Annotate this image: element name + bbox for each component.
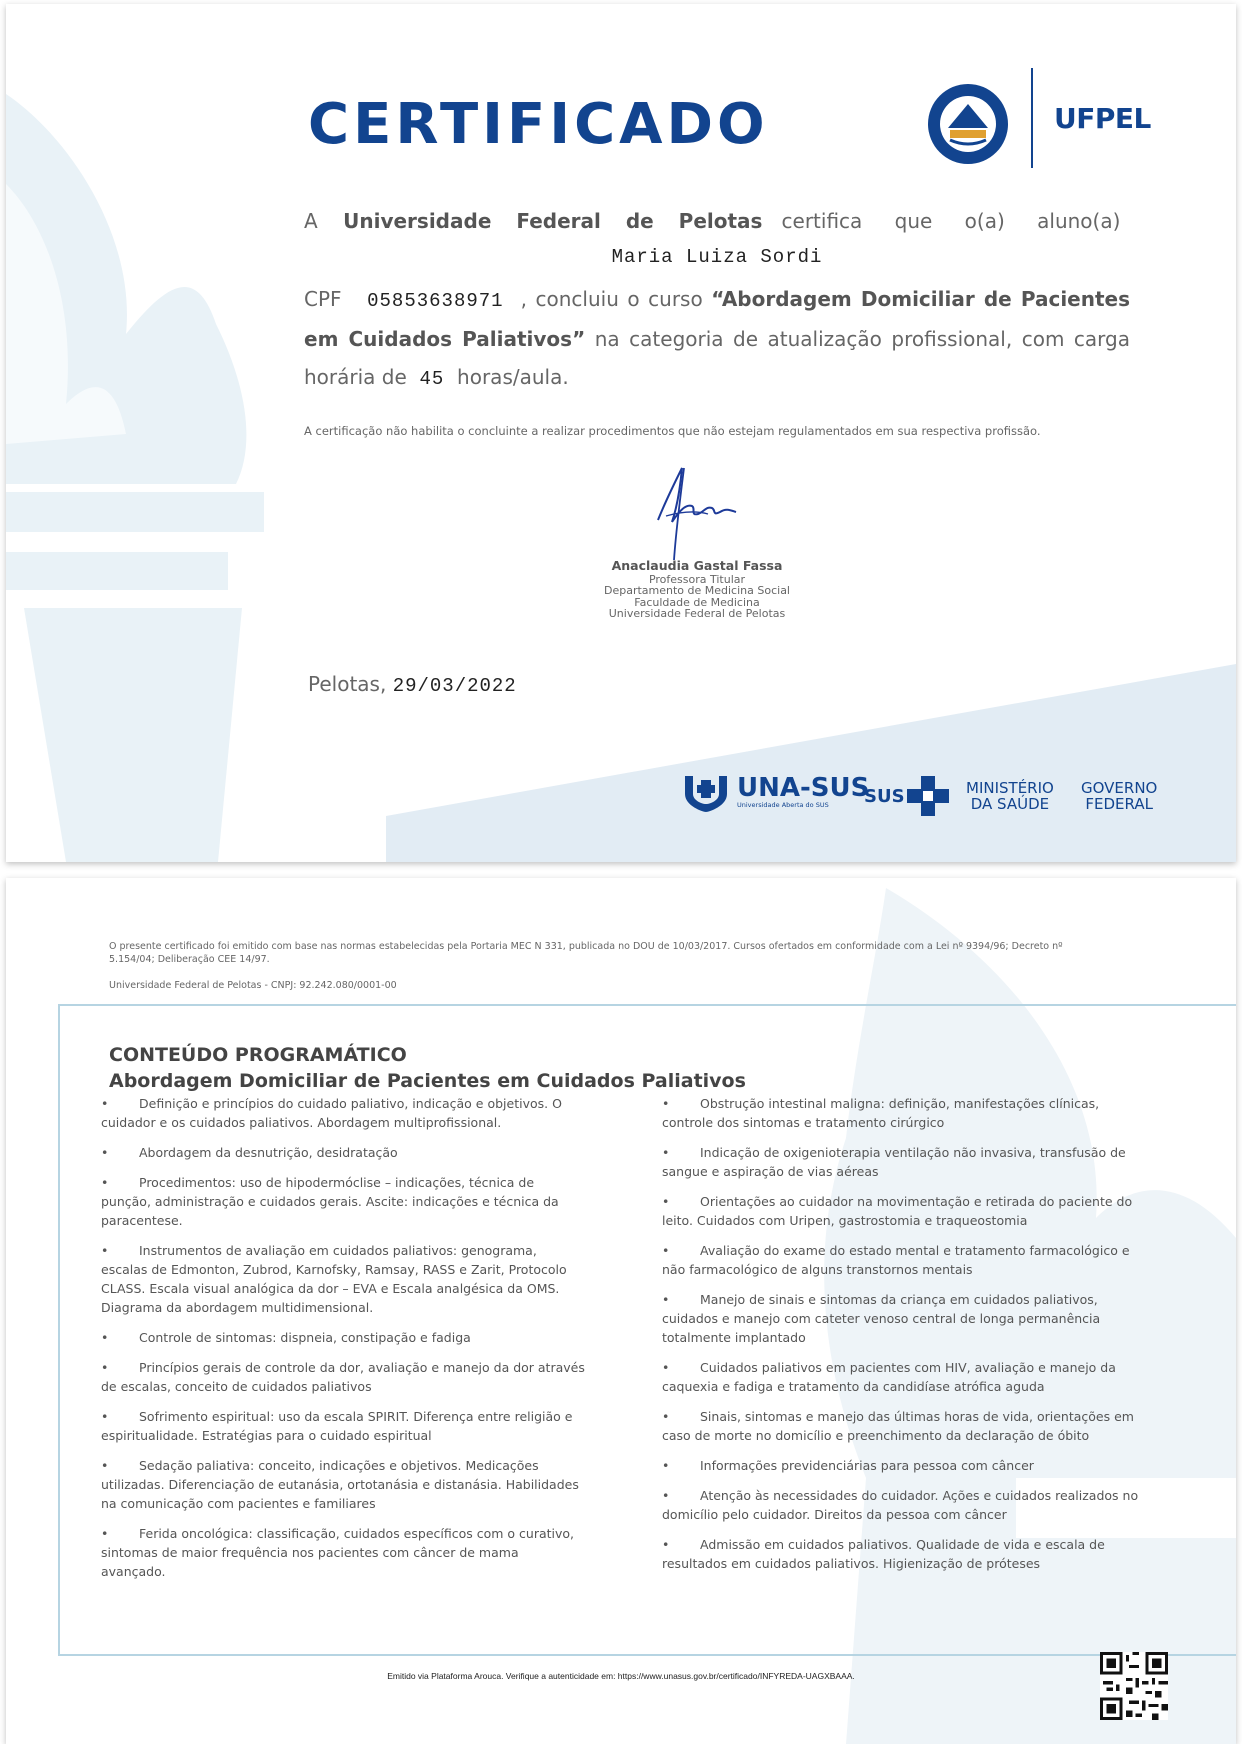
certificate-back <box>6 878 1236 1744</box>
sus-cross-icon <box>907 776 949 816</box>
signer-role: Professora Titular <box>648 572 746 586</box>
list-item: • Manejo de sinais e sintomas da criança em cuidados paliativos, cuidados e manejo com cateter venoso central de longa permanência totalmente implantado <box>662 1292 1101 1345</box>
ufpel-seal-icon <box>926 82 1010 166</box>
institution-name: Universidade Federal de Pelotas <box>343 209 763 233</box>
ufpel-logo-text: UFPEL <box>1054 102 1151 135</box>
sus-label: SUS <box>864 785 905 807</box>
section-subtitle: Abordagem Domiciliar de Pacientes em Cuidados Paliativos <box>109 1070 746 1092</box>
program-left-column <box>101 1094 587 1592</box>
cpf-label: CPF <box>304 287 342 311</box>
intro-rest: certifica que o(a) aluno(a) <box>781 209 1121 233</box>
signature-icon <box>646 460 746 560</box>
hours-unit: horas/aula. <box>457 365 569 389</box>
place: Pelotas, <box>308 672 387 696</box>
list-item: • Orientações ao cuidador na movimentação e retirada do paciente do leito. Cuidados com Uripen, gastrostomia e traqueostomia <box>662 1194 1133 1228</box>
list-item: • Avaliação do exame do estado mental e tratamento farmacológico e não farmacológico de alguns transtornos mentais <box>662 1243 1130 1277</box>
legal-notice: O presente certificado foi emitido com base nas normas estabelecidas pela Portaria MEC N 331, publicada no DOU de 10/03/2017. Cursos ofertados em conformidade com a Lei nº 9394/96; Decreto nº 5.154/04; Deliberação CEE 14/97. <box>109 941 1063 965</box>
place-date <box>308 672 517 697</box>
course-paragraph <box>304 280 1130 398</box>
list-item: • Indicação de oxigenioterapia ventilação não invasiva, transfusão de sangue e aspiração de vias aéreas <box>662 1145 1126 1179</box>
section-title-text: CONTEÚDO PROGRAMÁTICO <box>109 1044 407 1066</box>
unasus-logo <box>681 772 869 812</box>
list-item: • Instrumentos de avaliação em cuidados paliativos: genograma, escalas de Edmonton, Zubrod, Karnofsky, Ramsay, RASS e Zarit, Protocolo CLASS. Escala visual analógica da dor – EVA e Escala analgésica da OMS. Diagrama da abordagem multidimensional. <box>101 1243 567 1315</box>
ministry-line-2: DA SAÚDE <box>970 795 1050 813</box>
unasus-label: UNA-SUS <box>737 773 870 803</box>
list-item: • Admissão em cuidados paliativos. Qualidade de vida e escala de resultados em cuidados paliativos. Higienização de próteses <box>662 1537 1105 1571</box>
cpf-value: 05853638971 <box>367 290 504 312</box>
section-title <box>109 1042 746 1094</box>
list-item: • Abordagem da desnutrição, desidratação <box>101 1145 398 1160</box>
logo-divider <box>1031 68 1033 168</box>
course-name: “Abordagem Domiciliar de Pacientes em Cuidados Paliativos” <box>304 287 1131 351</box>
concluded-text: , concluiu o curso <box>520 287 703 311</box>
list-item: • Atenção às necessidades do cuidador. Ações e cuidados realizados no domicílio pelo cuidador. Direitos da pessoa com câncer <box>662 1488 1139 1522</box>
sus-logo <box>864 776 949 816</box>
list-item: • Ferida oncológica: classificação, cuidados específicos com o curativo, sintomas de maior frequência nos pacientes com câncer de mama avançado. <box>101 1526 575 1579</box>
issue-date: 29/03/2022 <box>392 675 517 697</box>
list-item: • Sinais, sintomas e manejo das últimas horas de vida, orientações em caso de morte no domicílio e preenchimento da declaração de óbito <box>662 1409 1134 1443</box>
signer-faculty: Faculdade de Medicina <box>634 595 760 609</box>
unasus-subtitle: Universidade Aberta do SUS <box>737 801 829 809</box>
signer-department: Departamento de Medicina Social <box>603 584 790 597</box>
gov-line-1: GOVERNO <box>1081 779 1158 797</box>
list-item: • Obstrução intestinal maligna: definição, manifestações clínicas, controle dos sintomas e tratamento cirúrgico <box>662 1096 1100 1130</box>
student-name: Maria Luiza Sordi <box>611 246 823 268</box>
ministry-line-1: MINISTÉRIO <box>966 779 1054 797</box>
list-item: • Cuidados paliativos em pacientes com HIV, avaliação e manejo da caquexia e fadiga e tratamento da candidíase atrófica aguda <box>662 1360 1116 1394</box>
signer-block <box>556 560 838 620</box>
list-item: • Controle de sintomas: dispneia, constipação e fadiga <box>101 1330 471 1345</box>
list-item: • Definição e princípios do cuidado paliativo, indicação e objetivos. O cuidador e os cuidados paliativos. Abordagem multiprofissional. <box>101 1096 562 1130</box>
certification-notice: A certificação não habilita o concluinte a realizar procedimentos que não estejam regulamentados em sua respectiva profissão. <box>304 424 1041 438</box>
list-item: • Princípios gerais de controle da dor, avaliação e manejo da dor através de escalas, conceito de cuidados paliativos <box>101 1360 585 1394</box>
signer-university: Universidade Federal de Pelotas <box>608 607 786 620</box>
list-item: • Sofrimento espiritual: uso da escala SPIRIT. Diferença entre religião e espiritualidade. Estratégias para o cuidado espiritual <box>101 1409 573 1443</box>
unasus-shield-icon <box>681 772 731 812</box>
cnpj-line: Universidade Federal de Pelotas - CNPJ: 92.242.080/0001-00 <box>109 980 397 991</box>
list-item: • Informações previdenciárias para pessoa com câncer <box>662 1458 1034 1473</box>
category-text: na categoria de atualização profissional, com carga horária de <box>304 327 1130 389</box>
intro-line <box>304 202 1130 240</box>
program-right-column <box>662 1094 1150 1584</box>
list-item: • Sedação paliativa: conceito, indicações e objetivos. Medicações utilizadas. Diferenciação de eutanásia, ortotanásia e distanásia. Habilidades na comunicação com pacientes e familiares <box>101 1458 579 1511</box>
signer-name: Anaclaudia Gastal Fassa <box>611 558 783 573</box>
government-logo <box>1081 780 1157 812</box>
verification-footer[interactable]: Emitido via Plataforma Arouca. Verifique a autenticidade em: https://www.unasus.gov.br/certificado/INFYREDA-UAGXBAAA. <box>387 1671 855 1681</box>
intro-a: A <box>304 209 318 233</box>
certificate-front <box>6 4 1236 862</box>
list-item: • Procedimentos: uso de hipodermóclise – indicações, técnica de punção, administração e cuidados gerais. Ascite: indicações e técnica da paracentese. <box>101 1175 559 1228</box>
gov-line-2: FEDERAL <box>1085 795 1153 813</box>
ministry-logo <box>966 780 1054 812</box>
certificate-title: CERTIFICADO <box>308 92 769 157</box>
qr-code-icon[interactable] <box>1100 1652 1168 1720</box>
hours-value: 45 <box>419 368 445 390</box>
